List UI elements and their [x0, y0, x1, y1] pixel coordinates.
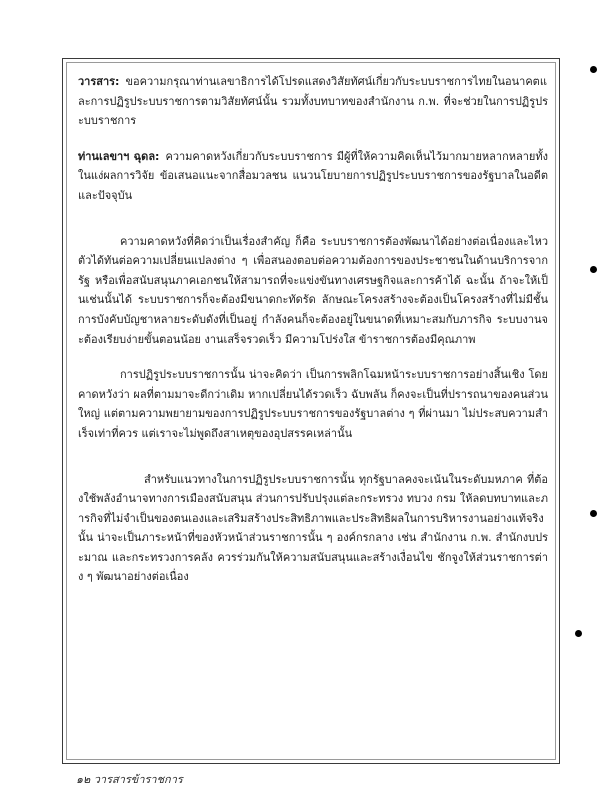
page-footer [76, 770, 183, 788]
binder-hole [590, 510, 597, 517]
binder-hole [590, 66, 597, 73]
publication-name: วารสารข้าราชการ [93, 773, 183, 786]
answer-paragraph [78, 147, 548, 206]
paragraph-text: ขอความกรุณาท่านเลขาธิการได้โปรดแสดงวิสัยทัศน์เกี่ยวกับระบบราชการไทยในอนาคตและการปฏิรูประบบราชการตามวิสัยทัศน์นั้น รวมทั้งบทบาทของสำนักงาน ก.พ. ที่จะช่วยในการปฏิรูประบบราชการ [78, 75, 548, 128]
page-number: ๑๒ [76, 773, 91, 786]
paragraph-text: ความคาดหวังเกี่ยวกับระบบราชการ มีผู้ที่ให้ความคิดเห็นไว้มากมายหลากหลายทั้งในแง่ผลการวิจัย ข้อเสนอแนะจากสื่อมวลชน แนวนโยบายการปฏิรูประบบราชการของรัฐบาลในอดีตและปัจจุบัน [78, 149, 548, 202]
article-body [78, 72, 548, 597]
body-paragraph: สำหรับแนวทางในการปฏิรูประบบราชการนั้น ทุกรัฐบาลคงจะเน้นในระดับมหภาค ที่ต้องใช้พลังอำนาจทางการเมืองสนับสนุน ส่วนการปรับปรุงแต่ละกระทรวง ทบวง กรม ให้ลดบทบาทและภารกิจที่ไม่จำเป็นของตนเองและเสริมสร้างประสิทธิภาพและประสิทธิผลในการบริหารงานอย่างแท้จริงนั้น น่าจะเป็นภาระหน้าที่ของหัวหน้าส่วนราชการนั้น ๆ องค์กรกลาง เช่น สำนักงาน ก.พ. สำนักงบประมาณ และกระทรวงการคลัง ควรร่วมกันให้ความสนับสนุนและสร้างเงื่อนไข ชักจูงให้ส่วนราชการต่าง ๆ พัฒนาอย่างต่อเนื่อง [78, 472, 548, 584]
speaker-label: วารสาร: [78, 75, 120, 88]
binder-hole [590, 266, 597, 273]
body-paragraph: การปฏิรูประบบราชการนั้น น่าจะคิดว่า เป็นการพลิกโฉมหน้าระบบราชการอย่างสิ้นเชิง โดยคาดหวังว่า ผลที่ตามมาจะดีกว่าเดิม หากเปลี่ยนได้รวดเร็ว ฉับพลัน ก็คงจะเป็นที่ปรารถนาของคนส่วนใหญ่ แต่ตามความพยายามของการปฏิรูประบบราชการของรัฐบาลต่าง ๆ ที่ผ่านมา ไม่ประสบความสำเร็จเท่าที่ควร แต่เราจะไม่พูดถึงสาเหตุของอุปสรรคเหล่านั้น [78, 368, 548, 440]
speaker-label: ท่านเลขาฯ ฉุดล: [78, 149, 160, 163]
question-paragraph [78, 72, 548, 131]
body-paragraph: ความคาดหวังที่คิดว่าเป็นเรื่องสำคัญ ก็คือ ระบบราชการต้องพัฒนาได้อย่างต่อเนื่องและไหวตัวได้ทันต่อความเปลี่ยนแปลงต่าง ๆ เพื่อสนองตอบต่อความต้องการของประชาชนในด้านบริการจากรัฐ หรือเพื่อสนับสนุนภาคเอกชนให้สามารถที่จะแข่งขันทางเศรษฐกิจและการค้าได้ ฉะนั้น ถ้าจะให้เป็นเช่นนั้นได้ ระบบราชการก็จะต้องมีขนาดกะทัดรัด ลักษณะโครงสร้างจะต้องเป็นโครงสร้างที่ไม่มีชั้นการบังคับบัญชาหลายระดับดังที่เป็นอยู่ กำลังคนก็จะต้องอยู่ในขนาดที่เหมาะสมกับภารกิจ ระบบงานจะต้องเรียบง่ายขั้นตอนน้อย งานเสร็จรวดเร็ว มีความโปร่งใส ข้าราชการต้องมีคุณภาพ [78, 234, 548, 346]
binder-hole [575, 630, 582, 637]
